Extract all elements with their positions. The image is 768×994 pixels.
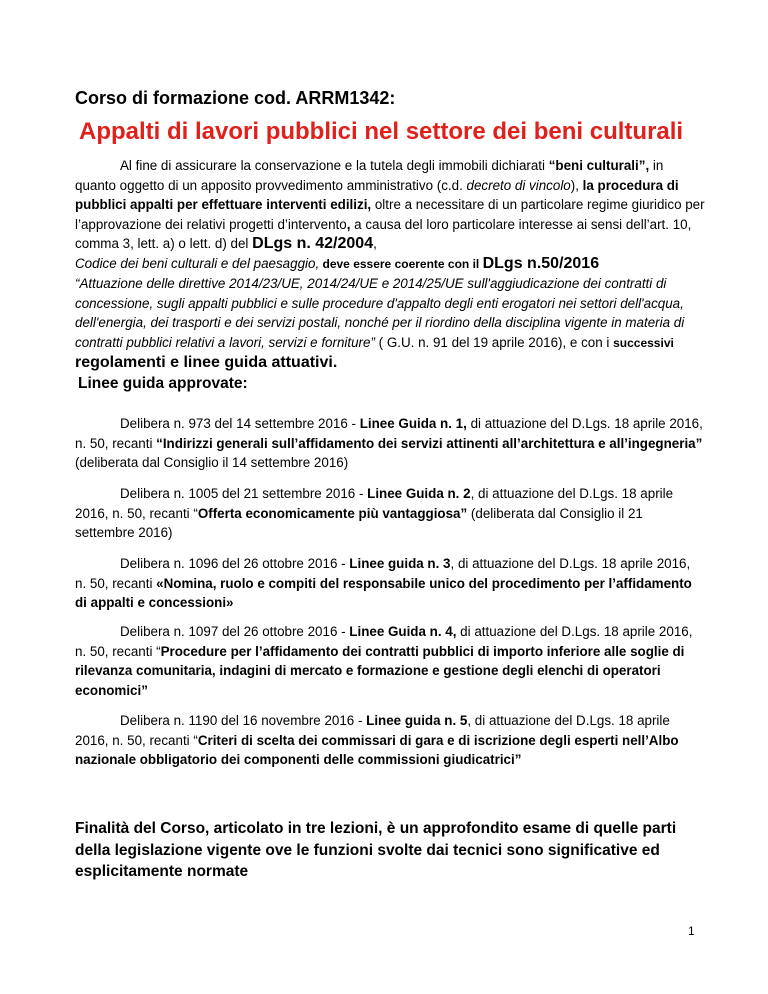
- law-reference: DLgs n. 42/2004: [252, 235, 374, 252]
- document-title: Appalti di lavori pubblici nel settore dei beni culturali: [79, 118, 684, 145]
- intro-bold: deve essere coerente con il: [319, 256, 483, 271]
- guideline-subject: “Indirizzi generali sull’affidamento dei servizi attinenti all’architettura e all’ingegneria”: [156, 435, 703, 451]
- guideline-text: Delibera n. 1190 del 16 novembre 2016 -: [120, 713, 367, 728]
- intro-paragraph: [75, 156, 705, 373]
- intro-bold: “beni culturali”,: [548, 158, 650, 173]
- guideline-text: , di attuazione del D.Lgs. 18 aprile 2016, n. 50, recanti: [75, 556, 691, 591]
- intro-italic: “Attuazione delle direttive 2014/23/UE, 2014/24/UE e 2014/25/UE sull'aggiudicazione dei contratti di concessione, sugli appalti pubblici e sulle procedure d'appalto degli enti erogatori nei settori dell'acqua, dell'energia, dei trasporti e dei servizi postali, nonché per il riordino della disciplina vigente in materia di contratti pubblici relativi a lavori, servizi e forniture”: [75, 276, 685, 350]
- guideline-subject: Offerta economicamente più vantaggiosa”: [197, 505, 468, 521]
- intro-text: in quanto oggetto di un apposito provvedimento amministrativo (c.d.: [75, 158, 664, 193]
- guideline-text: Delibera n. 1097 del 26 ottobre 2016 -: [120, 624, 350, 639]
- guideline-text: (deliberata dal Consiglio il 14 settembre 2016): [75, 455, 349, 470]
- law-reference: DLgs n.50/2016: [482, 254, 600, 272]
- guideline-label: Linee Guida n. 2: [367, 486, 471, 501]
- guideline-text: , di attuazione del D.Lgs. 18 aprile 2016, n. 50, recanti “: [75, 713, 670, 748]
- approved-guidelines-heading: Linee guida approvate:: [78, 375, 248, 392]
- guideline-text: (deliberata dal Consiglio il 21 settembre 2016): [75, 505, 643, 540]
- intro-text: ),: [570, 177, 583, 193]
- guideline-item: [75, 414, 705, 473]
- guideline-subject: «Nomina, ruolo e compiti del responsabile unico del procedimento per l’affidamento di appalti e concessioni»: [75, 575, 692, 610]
- guideline-label: Linee guida n. 5: [366, 713, 468, 728]
- page-number: 1: [688, 924, 695, 938]
- intro-bold: ,: [346, 216, 351, 232]
- intro-bold-large: regolamenti e linee guida attuativi.: [75, 354, 338, 371]
- guideline-item: [75, 554, 705, 613]
- guideline-item: [75, 484, 705, 543]
- intro-italic: Codice dei beni culturali e del paesaggio,: [75, 255, 320, 271]
- guideline-label: Linee guida n. 3: [349, 556, 451, 571]
- guideline-item: [75, 711, 705, 770]
- course-purpose: Finalità del Corso, articolato in tre lezioni, è un approfondito esame di quelle parti della legislazione vigente ove le funzioni svolte dai tecnici sono significative ed esplicitamente normate: [75, 820, 677, 880]
- guideline-text: , di attuazione del D.Lgs. 18 aprile 2016, n. 50, recanti “: [75, 486, 674, 521]
- intro-italic: decreto di vincolo: [466, 177, 571, 193]
- guideline-text: Delibera n. 1005 del 21 settembre 2016 -: [120, 486, 368, 501]
- guideline-text: Delibera n. 1096 del 26 ottobre 2016 -: [120, 556, 350, 571]
- guideline-label: Linee Guida n. 1,: [359, 416, 467, 431]
- guideline-text: di attuazione del D.Lgs. 18 aprile 2016, n. 50, recanti “: [75, 624, 693, 659]
- guideline-subject: Procedure per l’affidamento dei contratti pubblici di importo inferiore alle soglie di rilevanza comunitaria, indagini di mercato e formazione e gestione degli elenchi di operatori economici”: [75, 643, 685, 698]
- intro-text: ,: [373, 236, 377, 251]
- guideline-text: Delibera n. 973 del 14 settembre 2016 -: [120, 416, 360, 431]
- intro-bold: la procedura di pubblici appalti per effettuare interventi edilizi,: [75, 177, 679, 212]
- guideline-item: [75, 622, 705, 700]
- intro-bold: successivi: [613, 335, 674, 350]
- guideline-subject: Criteri di scelta dei commissari di gara e di iscrizione degli esperti nell’Albo nazionale obbligatorio dei componenti delle commissioni giudicatrici”: [75, 732, 679, 767]
- intro-text: oltre a necessitare di un particolare regime giuridico per l’approvazione dei relativi progetti d’intervento: [75, 197, 705, 232]
- intro-text: ( G.U. n. 91 del 19 aprile 2016), e con i: [374, 334, 614, 350]
- guideline-text: di attuazione del D.Lgs. 18 aprile 2016, n. 50, recanti: [75, 416, 703, 451]
- intro-text: Al fine di assicurare la conservazione e la tutela degli immobili dichiarati: [120, 158, 549, 173]
- course-code-heading: Corso di formazione cod. ARRM1342:: [75, 88, 396, 108]
- guideline-label: Linee Guida n. 4,: [349, 624, 457, 639]
- intro-text: a causa del loro particolare interesse ai sensi dell’art. 10, comma 3, lett. a) o lett. d) del: [75, 216, 692, 251]
